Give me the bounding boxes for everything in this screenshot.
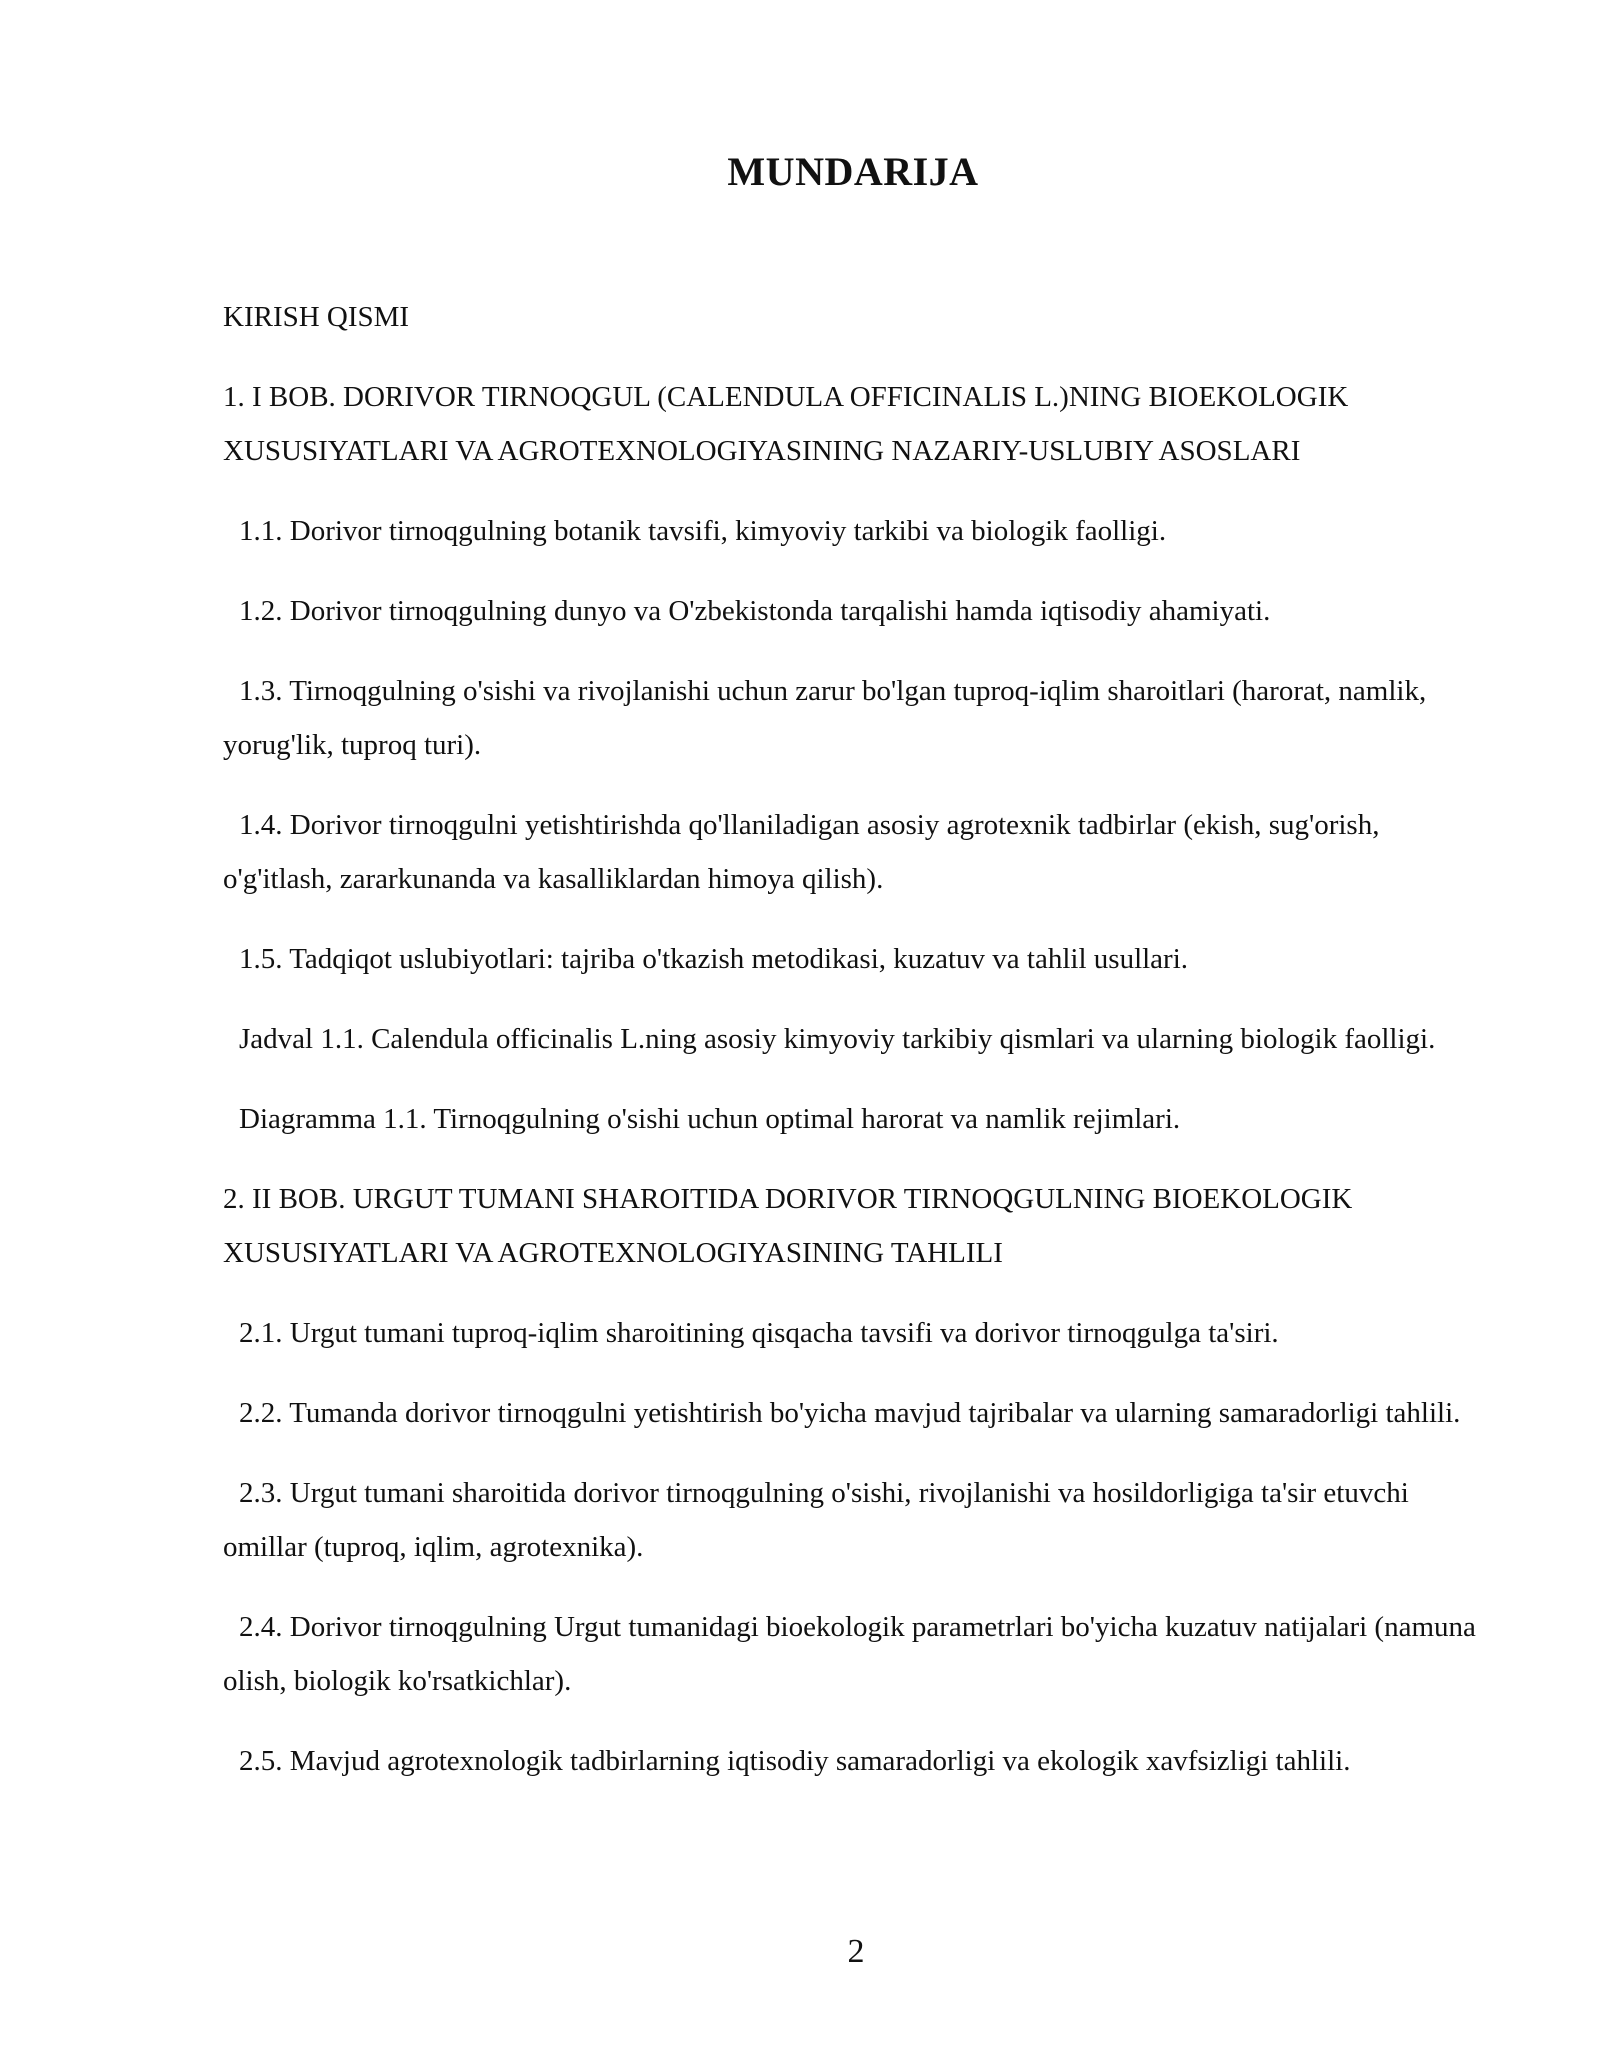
page-title: MUNDARIJA bbox=[727, 149, 979, 194]
toc-entry-introduction: KIRISH QISMI bbox=[223, 301, 410, 333]
toc-entry-chapter-1: 1. I BOB. DORIVOR TIRNOQGUL (CALENDULA OFFICINALIS L.)NING BIOEKOLOGIK XUSUSIYATLARI VA AGROTEXNOLOGIYASINING NAZARIY-USLUBIY ASOSLARI bbox=[223, 381, 1349, 467]
table-of-contents bbox=[223, 290, 1477, 1814]
toc-entry-1-3: 1.3. Tirnoqgulning o'sishi va rivojlanishi uchun zarur bo'lgan tuproq-iqlim sharoitlari (harorat, namlik, yorug'lik, tuproq turi). bbox=[223, 675, 1427, 761]
toc-entry-table-1-1: Jadval 1.1. Calendula officinalis L.ning asosiy kimyoviy tarkibiy qismlari va ularning biologik faolligi. bbox=[239, 1023, 1436, 1055]
toc-entry-1-4: 1.4. Dorivor tirnoqgulni yetishtirishda qo'llaniladigan asosiy agrotexnik tadbirlar (ekish, sug'orish, o'g'itlash, zararkunanda va kasalliklardan himoya qilish). bbox=[223, 809, 1380, 895]
toc-entry-diagram-1-1: Diagramma 1.1. Tirnoqgulning o'sishi uchun optimal harorat va namlik rejimlari. bbox=[239, 1103, 1181, 1135]
toc-entry-chapter-2: 2. II BOB. URGUT TUMANI SHAROITIDA DORIVOR TIRNOQGULNING BIOEKOLOGIK XUSUSIYATLARI VA AGROTEXNOLOGIYASINING TAHLILI bbox=[223, 1183, 1353, 1269]
toc-entry-1-1: 1.1. Dorivor tirnoqgulning botanik tavsifi, kimyoviy tarkibi va biologik faolligi. bbox=[239, 515, 1167, 547]
toc-entry-1-2: 1.2. Dorivor tirnoqgulning dunyo va O'zbekistonda tarqalishi hamda iqtisodiy ahamiyati. bbox=[239, 595, 1271, 627]
toc-entry-2-4: 2.4. Dorivor tirnoqgulning Urgut tumanidagi bioekologik parametrlari bo'yicha kuzatuv natijalari (namuna olish, biologik ko'rsatkichlar). bbox=[223, 1611, 1476, 1697]
toc-entry-2-5: 2.5. Mavjud agrotexnologik tadbirlarning iqtisodiy samaradorligi va ekologik xavfsizligi tahlili. bbox=[239, 1745, 1351, 1777]
page-number: 2 bbox=[847, 1933, 865, 1970]
toc-entry-2-1: 2.1. Urgut tumani tuproq-iqlim sharoitining qisqacha tavsifi va dorivor tirnoqgulga ta'siri. bbox=[239, 1317, 1279, 1349]
toc-entry-1-5: 1.5. Tadqiqot uslubiyotlari: tajriba o'tkazish metodikasi, kuzatuv va tahlil usullari. bbox=[239, 943, 1189, 975]
toc-entry-2-3: 2.3. Urgut tumani sharoitida dorivor tirnoqgulning o'sishi, rivojlanishi va hosildorligiga ta'sir etuvchi omillar (tuproq, iqlim, agrotexnika). bbox=[223, 1477, 1409, 1563]
toc-entry-2-2: 2.2. Tumanda dorivor tirnoqgulni yetishtirish bo'yicha mavjud tajribalar va ularning samaradorligi tahlili. bbox=[239, 1397, 1461, 1429]
